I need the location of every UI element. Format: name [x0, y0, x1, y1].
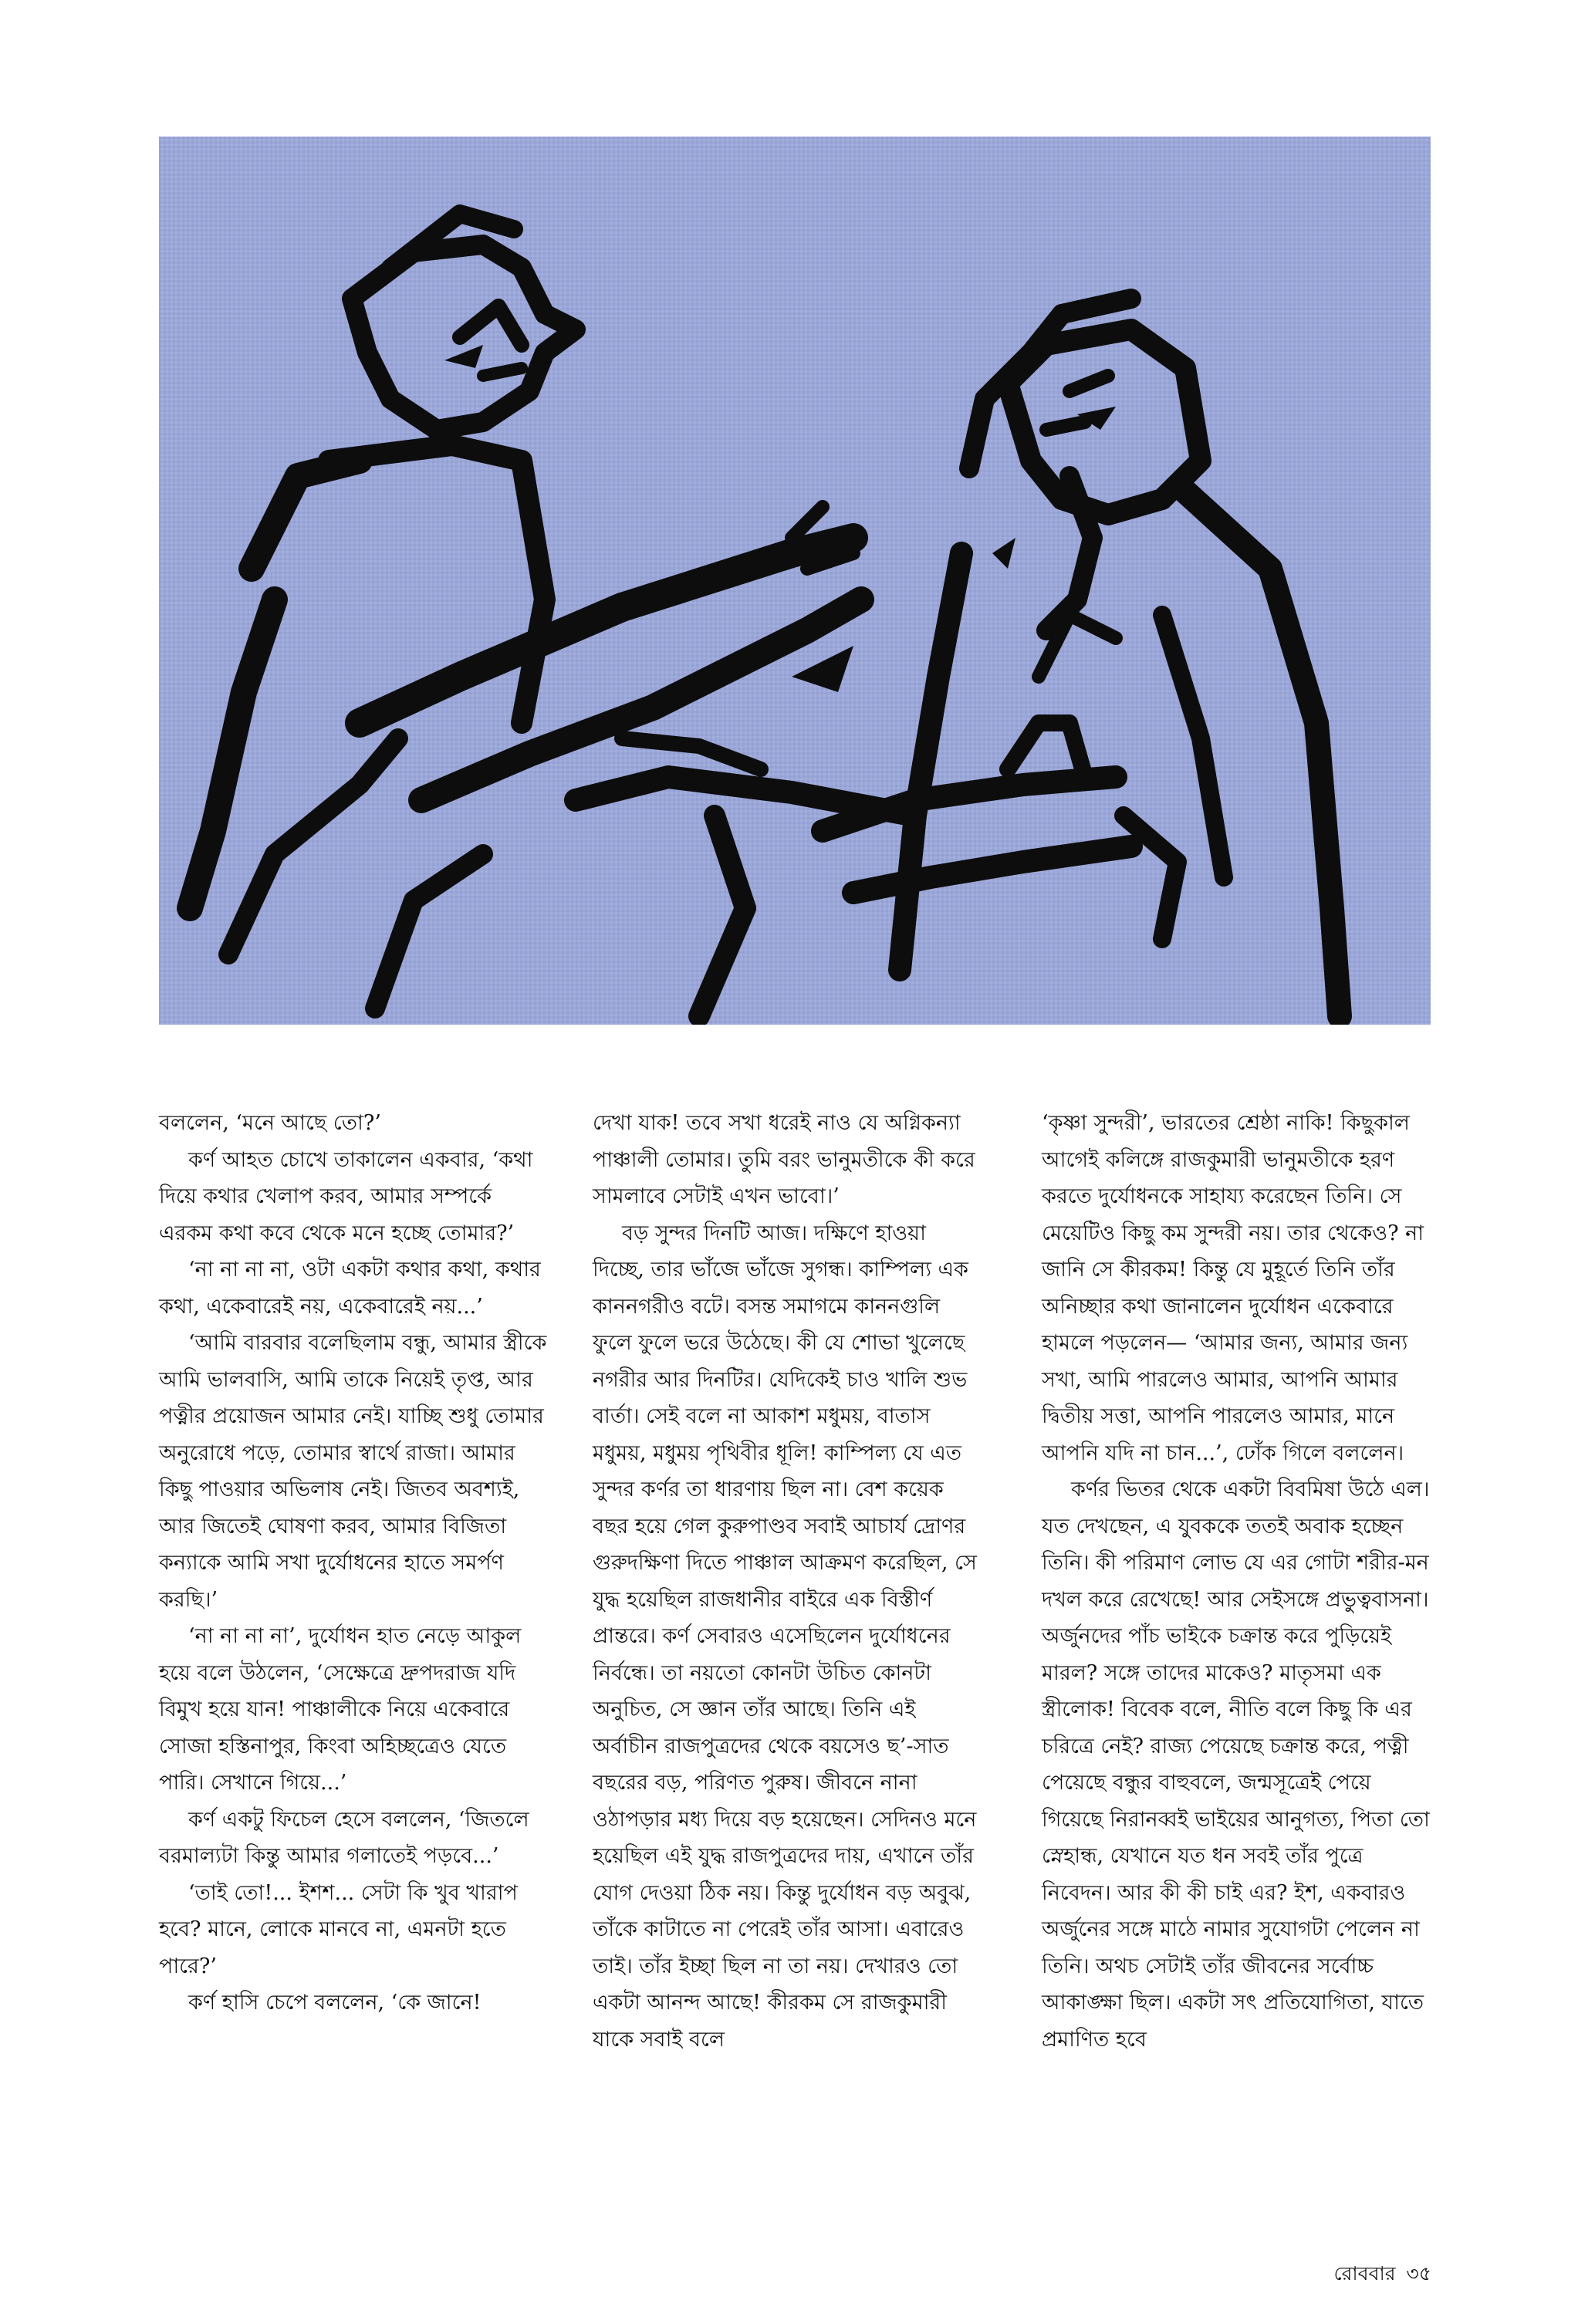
two-figures-conversation-illustration [159, 137, 1431, 1025]
paragraph: ‘আমি বারবার বলেছিলাম বন্ধু, আমার স্ত্রীকে আমি ভালবাসি, আমি তাকে নিয়েই তৃপ্ত, আর পত্নীর প্রয়োজন আমার নেই। যাচ্ছি শুধু তোমার অনুরোধে পড়ে, তোমার স্বার্থে রাজা। আমার কিছু পাওয়ার অভিলাষ নেই। জিতব অবশ্যই, আর জিতেই ঘোষণা করব, আমার বিজিতা কন্যাকে আমি সখা দুর্যোধনের হাতে সমর্পণ করছি।’ [159, 1331, 547, 1612]
paragraph: কর্ণর ভিতর থেকে একটা বিবমিষা উঠে এল। যত দেখছেন, এ যুবককে ততই অবাক হচ্ছেন তিনি। কী পরিমাণ লোভ যে এর গোটা শরীর-মন দখল করে রেখেছে! আর সেইসঙ্গে প্রভুত্ববাসনা। অর্জুনদের পাঁচ ভাইকে চক্রান্ত করে পুড়িয়েই মারল? সঙ্গে তাদের মাকেও? মাতৃসমা এক স্ত্রীলোক! বিবেক বলে, নীতি বলে কিছু কি এর চরিত্রে নেই? রাজ্য পেয়েছে চক্রান্ত করে, পত্নী পেয়েছে বন্ধুর বাহুবলে, জন্মসূত্রেই পেয়ে গিয়েছে নিরানব্বই ভাইয়ের আনুগত্য, পিতা তো স্নেহান্ধ, যেখানে যত ধন সবই তাঁর পুত্রে নিবেদন। আর কী কী চাই এর? ইশ, একবারও অর্জুনের সঙ্গে মাঠে নামার সুযোগটা পেলেন না তিনি। অথচ সেটাই তাঁর জীবনের সর্বোচ্চ আকাঙ্ক্ষা ছিল। একটা সৎ প্রতিযোগিতা, যাতে প্রমাণিত হবে [1042, 1478, 1430, 2052]
text-column-1 [159, 1105, 549, 2022]
paragraph: বড় সুন্দর দিনটি আজ। দক্ষিণে হাওয়া দিচ্ছে, তার ভাঁজে ভাঁজে সুগন্ধ। কাম্পিল্য এক কাননগরীও বটে। বসন্ত সমাগমে কাননগুলি ফুলে ফুলে ভরে উঠেছে। কী যে শোভা খুলেছে নগরীর আর দিনটির। যেদিকেই চাও খালি শুভ বার্তা। সেই বলে না আকাশ মধুময়, বাতাস মধুময়, মধুময় পৃথিবীর ধূলি! কাম্পিল্য যে এত সুন্দর কর্ণর তা ধারণায় ছিল না। বেশ কয়েক বছর হয়ে গেল কুরুপাণ্ডব সবাই আচার্য দ্রোণর গুরুদক্ষিণা দিতে পাঞ্চাল আক্রমণ করেছিল, সে যুদ্ধ হয়েছিল রাজধানীর বাইরে এক বিস্তীর্ণ প্রান্তরে। কর্ণ সেবারও এসেছিলেন দুর্যোধনের নির্বন্ধে। তা নয়তো কোনটা উচিত কোনটা অনুচিত, সে জ্ঞান তাঁর আছে। তিনি এই অর্বাচীন রাজপুত্রদের থেকে বয়সেও ছ’-সাত বছরের বড়, পরিণত পুরুষ। জীবনে নানা ওঠাপড়ার মধ্য দিয়ে বড় হয়েছেন। সেদিনও মনে হয়েছিল এই যুদ্ধ রাজপুত্রদের দায়, এখানে তাঁর যোগ দেওয়া ঠিক নয়। কিন্তু দুর্যোধন বড় অবুঝ, তাঁকে কাটাতে না পেরেই তাঁর আসা। এবারেও তাই। তাঁর ইচ্ছা ছিল না তা নয়। দেখারও তো একটা আনন্দ আছে! কীরকম সে রাজকুমারী যাকে সবাই বলে [593, 1221, 977, 2052]
illustration [159, 137, 1431, 1025]
paragraph: কর্ণ একটু ফিচেল হেসে বললেন, ‘জিতলে বরমাল্যটা কিন্তু আমার গলাতেই পড়বে...’ [159, 1807, 529, 1868]
paragraph: ‘তাই তো!... ইশশ... সেটা কি খুব খারাপ হবে? মানে, লোকে মানবে না, এমনটা হতে পারে?’ [159, 1880, 518, 1978]
page-number: ৩৫ [1406, 2262, 1431, 2285]
page-footer [1323, 2258, 1431, 2292]
magazine-name: রোববার [1333, 2262, 1396, 2285]
text-column-3 [1042, 1105, 1431, 2058]
text-column-2 [593, 1105, 982, 2058]
paragraph: ‘না না না না, ওটা একটা কথার কথা, কথার কথা, একেবারেই নয়, একেবারেই নয়...’ [159, 1258, 541, 1319]
paragraph: কর্ণ আহত চোখে তাকালেন একবার, ‘কথা দিয়ে কথার খেলাপ করব, আমার সম্পর্কে এরকম কথা কবে থেকে মনে হচ্ছে তোমার?’ [159, 1147, 533, 1245]
paragraph: দেখা যাক! তবে সখা ধরেই নাও যে অগ্নিকন্যা পাঞ্চালী তোমার। তুমি বরং ভানুমতীকে কী করে সামলাবে সেটাই এখন ভাবো।’ [593, 1111, 975, 1208]
paragraph: কর্ণ হাসি চেপে বললেন, ‘কে জানে! [188, 1991, 482, 2015]
paragraph: ‘কৃষ্ণা সুন্দরী’, ভারতের শ্রেষ্ঠা নাকি! কিছুকাল আগেই কলিঙ্গে রাজকুমারী ভানুমতীকে হরণ করতে দুর্যোধনকে সাহায্য করেছেন তিনি। সে মেয়েটিও কিছু কম সুন্দরী নয়। তার থেকেও? না জানি সে কীরকম! কিন্তু যে মুহূর্তে তিনি তাঁর অনিচ্ছার কথা জানালেন দুর্যোধন একেবারে হামলে পড়লেন— ‘আমার জন্য, আমার জন্য সখা, আমি পারলেও আমার, আপনি আমার দ্বিতীয় সত্তা, আপনি পারলেও আমার, মানে আপনি যদি না চান...’, ঢোঁক গিলে বললেন। [1042, 1111, 1424, 1465]
paragraph: বললেন, ‘মনে আছে তো?’ [159, 1111, 381, 1135]
paragraph: ‘না না না না’, দুর্যোধন হাত নেড়ে আকুল হয়ে বলে উঠলেন, ‘সেক্ষেত্রে দ্রুপদরাজ যদি বিমুখ হয়ে যান! পাঞ্চালীকে নিয়ে একেবারে সোজা হস্তিনাপুর, কিংবা অহিচ্ছত্রেও যেতে পারি। সেখানে গিয়ে...’ [159, 1624, 522, 1795]
